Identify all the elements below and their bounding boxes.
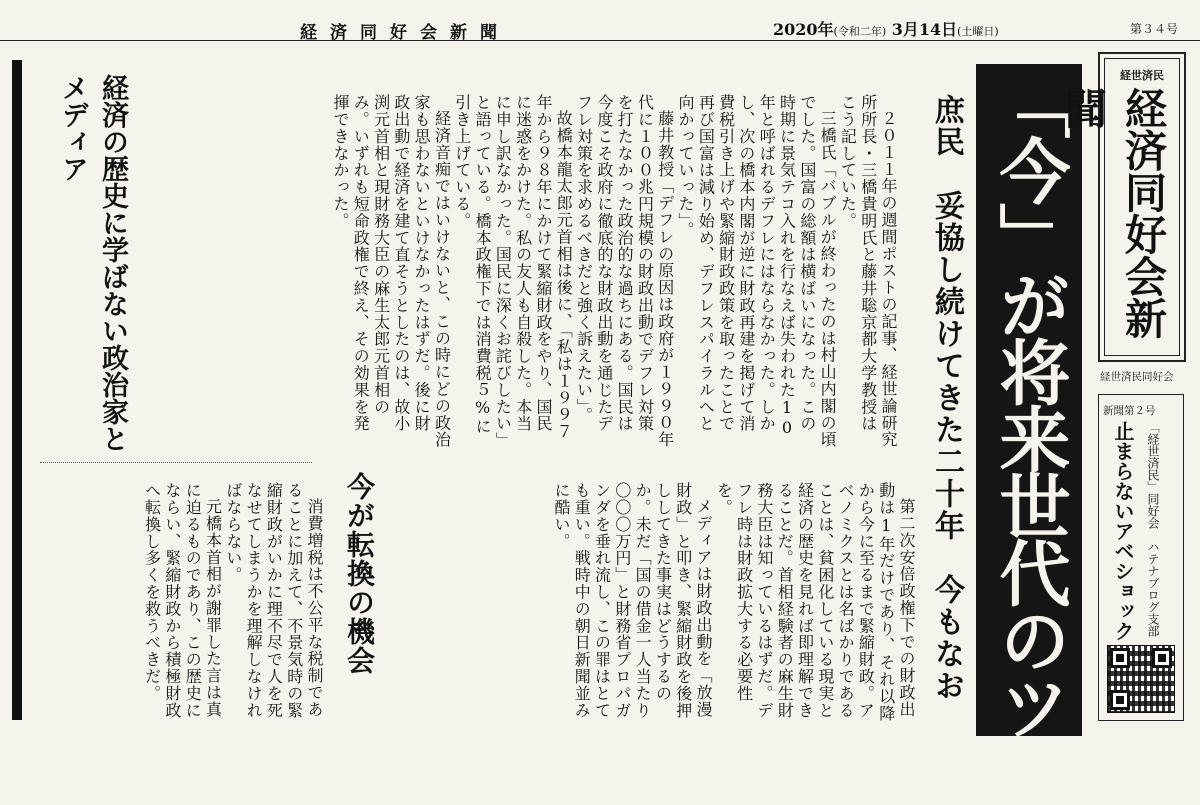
paragraph: 藤井教授「デフレの原因は政府が１９９０年代に１００兆円規模の財政出動でデフレ対策を打たなかった政治的な過ちにある。国民は今度こそ政府に徹底的な財政出動を通じたデフレ対策を求めるべきだと強く訴えたい」。 (574, 94, 675, 448)
qr-finder-pattern (1110, 648, 1130, 668)
sidebar-box-org: 「経世済民」同好会 ハテナブログ支部 (1146, 421, 1160, 637)
masthead-title: 経済同好会新聞 (1059, 87, 1168, 339)
date-era: (令和二年) (833, 25, 887, 38)
issue-date (773, 17, 999, 40)
left-accent-bar (12, 60, 22, 720)
paragraph: 元橋本首相が謝罪した言は真に迫るものであり、この歴史にならい、緊縮財政から積極財政へ転換し多くを救うべきだ。 (142, 482, 223, 719)
qr-finder-pattern (1152, 648, 1172, 668)
masthead-inner-border (1059, 58, 1180, 356)
masthead-org: 経世済民同好会 (1100, 371, 1174, 383)
date-day: 3月14日 (891, 20, 958, 39)
sidebar-box-headline: 止まらないアベショック (1111, 421, 1135, 641)
paragraph: 故橋本龍太郎元首相は後に、「私は１９９７年から９８年にかけて緊縮財政をやり、国民に迷惑をかけた。私の友人も自殺した。本当に申し訳なかった。国民に深くお詫びしたい」と語っている。橋本政権下では消費税５%に引き上げている。 (452, 94, 574, 441)
paragraph: 三橋氏「バブルが終わったのは村山内閣の頃でした。国富の総額は横ばいになった。この時期に景気テコ入れを行なえば失われた10年と呼ばれるデフレにはならなかった。しかし、次の橋本内閣が逆に財政再建を掲げて消費税引き上げや緊縮財政政策を取ったことで再び国富は減り始め、デフレスパイラルへと向かっていった」。 (676, 94, 838, 448)
issue-number: 第３４号 (1130, 22, 1179, 36)
paragraph: 消費増税は不公平な税制であることに加えて、不景気時の緊縮財政がいかに理不尽で人を死なせてしまうかを理解しなければならない。 (223, 482, 324, 719)
article-bottom-right-body (388, 482, 916, 722)
sidebar-info-box (1098, 394, 1184, 721)
section-divider (40, 462, 312, 463)
article-top-body (150, 94, 898, 448)
page-header (0, 0, 1200, 43)
masthead-box (1059, 52, 1186, 362)
paragraph: 経済音痴ではいけないと、この時にどの政治家も思わないといけなかったはずだ。後に財政出動で経済を建て直そうとしたのは、故小渕元首相と現財務大臣の麻生太郎元首相のみ。いずれも短命政権で終え、その効果を発揮できなかった。 (330, 94, 452, 448)
paragraph: ２０１１年の週間ポストの記事、経世論研究所所長・三橋貴明氏と藤井聡京都大学教授はこう記していた。 (838, 94, 898, 448)
paper-name: 経済同好会新聞 (300, 23, 510, 43)
paragraph: メディアは財政出動を「放漫財政」と叩き、緊縮財政を後押ししてきた事実はどうするのか。未だ「国の借金一人当たり〇〇〇万円」と財務省プロパガンダを垂れ流し、この罪はとても重い。戦時中の朝日新聞並みに酷い。 (551, 482, 714, 719)
subhead-right: 庶民 妥協し続けてきた二十年 今もなお (929, 94, 964, 702)
sidebar-box-label: 新聞第２号 (1103, 405, 1156, 417)
masthead-subtitle: 経世済民 (1120, 69, 1164, 82)
article-bottom-left-body (34, 482, 324, 722)
banner-headline: 「今」が将来世代のツケ (988, 68, 1071, 805)
qr-code-icon[interactable] (1107, 645, 1175, 713)
subhead-left-bottom: 今が転換の機会 (343, 472, 376, 675)
date-year: 2020年 (773, 20, 834, 39)
subhead-left-top: 経済の歴史に学ばない政治家とメディア (57, 74, 128, 452)
headline-banner (976, 64, 1082, 805)
paragraph: 第二次安倍政権下での財政出動は1年だけであり、それ以降から今に至るまで緊縮財政。アベノミクスとは名ばかりであることは、貧困化している現実と経済の歴史を見れば即理解できることだ。首相経験者の麻生財務大臣は知っているはずだ。デフレ時は財政拡大する必要性を。 (714, 482, 916, 722)
date-weekday: (土曜日) (957, 25, 999, 38)
qr-finder-pattern (1110, 690, 1130, 710)
header-rule (0, 40, 1200, 41)
